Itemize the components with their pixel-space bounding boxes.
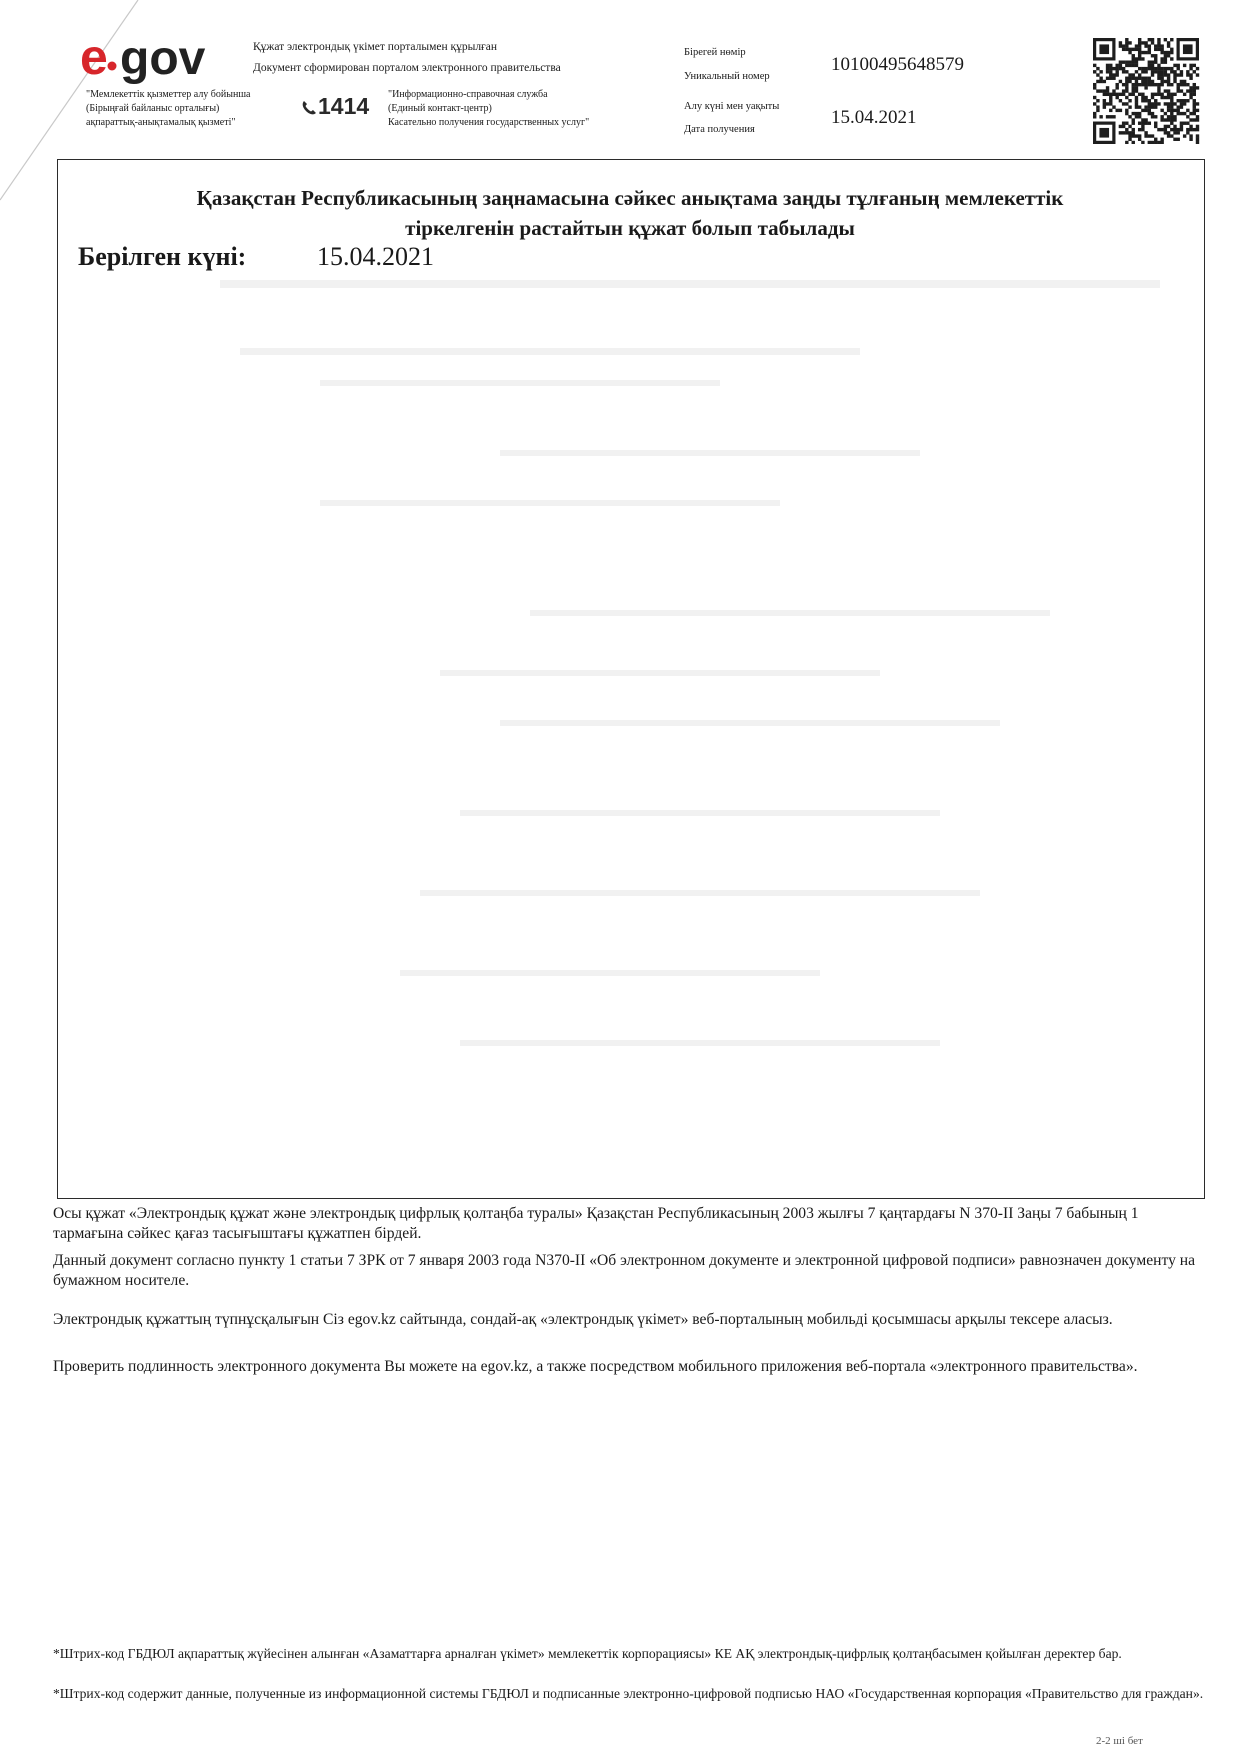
verification-note-kz: Электрондық құжаттың түпнұсқалығын Сіз egov.kz сайтында, сондай-ақ «электрондық үкімет» веб-порталының мобильді қосымшасы арқылы тексере аласыз.	[53, 1311, 1113, 1328]
certificate-title-line: тіркелгенін растайтын құжат болып табылады	[405, 216, 855, 240]
issue-date-label: Берілген күні:	[78, 242, 247, 271]
svg-text:gov: gov	[120, 32, 206, 85]
svg-text:e: e	[80, 29, 108, 85]
unique-number-label-ru: Уникальный номер	[684, 71, 770, 82]
verification-note-ru: Проверить подлинность электронного документа Вы можете на egov.kz, а также посредством мобильного приложения веб-портала «электронного правительства».	[53, 1358, 1138, 1375]
received-date-label-kz: Алу күні мен уақыты	[684, 101, 780, 112]
certificate-title	[90, 183, 1170, 243]
contact-ru-line: (Единый контакт-центр)	[388, 103, 492, 114]
portal-notice-ru: Документ сформирован порталом электронного правительства	[253, 62, 561, 74]
contact-phone-number: 1414	[318, 93, 370, 119]
egov-logo	[80, 28, 230, 90]
page-marker: 2-2 ші бет	[1096, 1735, 1143, 1747]
contact-ru-line: "Информационно-справочная служба	[388, 89, 548, 100]
unique-number-value: 10100495648579	[831, 54, 964, 75]
unique-number-label-kz: Бірегей нөмір	[684, 47, 746, 58]
portal-notice-kz: Құжат электрондық үкімет порталымен құрылған	[253, 41, 498, 53]
certificate-title-line: Қазақстан Республикасының заңнамасына сәйкес анықтама заңды тұлғаның мемлекеттік	[196, 186, 1064, 210]
received-date-label-ru: Дата получения	[684, 124, 755, 135]
contact-kz-line: (Бірыңғай байланыс орталығы)	[86, 103, 220, 114]
contact-kz-line: ақпараттық-анықтамалық қызметі"	[86, 117, 236, 128]
received-date-value: 15.04.2021	[831, 107, 917, 128]
faded-content-area	[200, 270, 1180, 1170]
equivalence-note-kz: Осы құжат «Электрондық құжат және электрондық цифрлық қолтаңба туралы» Қазақстан Республикасының 2003 жылғы 7 қаңтардағы N 370-II Заңы 7 бабының 1 тармағына сәйкес қағаз тасығыштағы құжатпен бірдей.	[53, 1205, 1139, 1242]
contact-kz-line: "Мемлекеттік қызметтер алу бойынша	[86, 89, 251, 100]
barcode-footnote-kz: *Штрих-код ГБДЮЛ ақпараттық жүйесінен алынған «Азаматтарға арналған үкімет» мемлекеттік корпорациясы» КЕ АҚ электрондық-цифрлық қолтаңбасымен қойылған деректер бар.	[53, 1646, 1122, 1661]
contact-center-ru	[388, 88, 589, 130]
barcode-footnote-ru: *Штрих-код содержит данные, полученные из информационной системы ГБДЮЛ и подписанные электронно-цифровой подписью НАО «Государственная корпорация «Правительство для граждан».	[53, 1686, 1204, 1701]
phone-icon	[300, 99, 318, 117]
qr-code	[1090, 38, 1202, 144]
equivalence-note-ru: Данный документ согласно пункту 1 статьи 7 ЗРК от 7 января 2003 года N370-II «Об электронном документе и электронной цифровой подписи» равнозначен документу на бумажном носителе.	[53, 1252, 1196, 1289]
contact-center-kz	[86, 88, 250, 130]
contact-ru-line: Касательно получения государственных услуг"	[388, 117, 590, 128]
issue-date-value: 15.04.2021	[317, 242, 434, 271]
